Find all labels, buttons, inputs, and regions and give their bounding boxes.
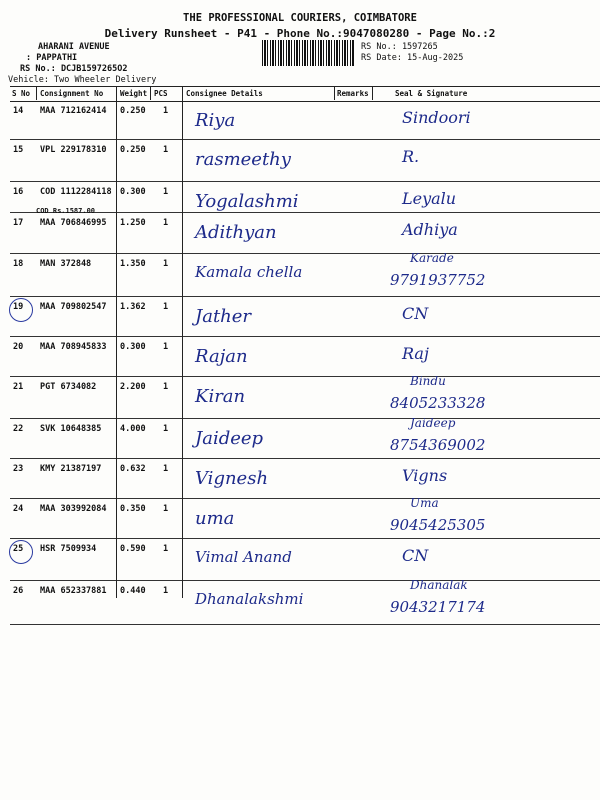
consignee-handwritten: Jaideep	[195, 428, 264, 449]
col-divider	[36, 86, 37, 100]
consignee-handwritten: uma	[195, 508, 235, 529]
rs-number: RS No.: 1597265	[361, 42, 438, 52]
weight-value: 0.440	[120, 586, 146, 596]
rs-date: RS Date: 15-Aug-2025	[361, 53, 464, 63]
consignment-number: MAA 709802547	[40, 302, 107, 312]
weight-value: 0.300	[120, 342, 146, 352]
pieces-count: 1	[163, 145, 169, 155]
signature-handwritten: 8405233328	[390, 394, 486, 412]
serial-number: 26	[13, 586, 24, 596]
consignment-number: MAA 706846995	[40, 218, 107, 228]
pieces-count: 1	[163, 424, 169, 434]
pieces-count: 1	[163, 106, 169, 116]
serial-number: 14	[13, 106, 24, 116]
signature-note: Uma	[410, 496, 439, 510]
weight-value: 0.250	[120, 145, 146, 155]
serial-number: 18	[13, 259, 24, 269]
consignment-number: KMY 21387197	[40, 464, 102, 474]
serial-number: 19	[13, 302, 23, 312]
consignee-handwritten: Dhanalakshmi	[195, 590, 304, 608]
weight-value: 0.250	[120, 106, 146, 116]
signature-handwritten: 8754369002	[390, 436, 486, 454]
signature-note: Karade	[410, 251, 454, 265]
pieces-count: 1	[163, 382, 169, 392]
circle-mark-icon	[9, 298, 33, 322]
rs-code: RS No.: DCJB1597265O2	[20, 64, 128, 74]
consignment-number: VPL 229178310	[40, 145, 107, 155]
table-row	[10, 418, 600, 459]
consignee-handwritten: Vignesh	[195, 468, 269, 489]
serial-number: 25	[13, 544, 23, 554]
signature-handwritten: 9791937752	[390, 271, 486, 289]
consignment-number: MAA 652337881	[40, 586, 107, 596]
col-divider	[116, 86, 117, 598]
serial-number: 23	[13, 464, 24, 474]
weight-value: 0.632	[120, 464, 146, 474]
signature-handwritten: CN	[402, 304, 429, 323]
table-row	[10, 253, 600, 297]
table-row	[10, 580, 600, 625]
signature-handwritten: Vigns	[402, 466, 448, 485]
agent-name: : PAPPATHI	[26, 53, 78, 63]
serial-number: 21	[13, 382, 24, 392]
weight-value: 1.250	[120, 218, 146, 228]
pieces-count: 1	[163, 259, 169, 269]
table-row	[10, 498, 600, 539]
consignment-number: HSR 7509934	[40, 544, 97, 554]
table-row	[10, 212, 600, 254]
consignment-number: MAA 303992084	[40, 504, 107, 514]
serial-number: 17	[13, 218, 24, 228]
signature-handwritten: Raj	[402, 344, 429, 363]
signature-handwritten: 9043217174	[390, 598, 486, 616]
signature-handwritten: Adhiya	[402, 220, 458, 239]
pieces-count: 1	[163, 187, 169, 197]
col-divider	[372, 86, 373, 100]
consignment-number: COD 1112284118	[40, 187, 112, 197]
col-sno: S No	[12, 89, 31, 98]
weight-value: 1.362	[120, 302, 146, 312]
weight-value: 2.200	[120, 382, 146, 392]
signature-handwritten: CN	[402, 546, 429, 565]
table-row	[10, 296, 600, 337]
signature-note: Bindu	[410, 374, 446, 388]
signature-handwritten: Leyalu	[402, 189, 457, 208]
table-row	[10, 336, 600, 377]
table-row	[10, 458, 600, 499]
signature-handwritten: Sindoori	[402, 108, 471, 127]
table-row	[10, 139, 600, 182]
consignee-handwritten: Riya	[195, 110, 236, 131]
consignment-number: MAN 372848	[40, 259, 92, 269]
col-seal: Seal & Signature	[395, 89, 468, 98]
serial-number: 22	[13, 424, 24, 434]
pieces-count: 1	[163, 464, 169, 474]
barcode	[262, 40, 355, 66]
table-row	[10, 376, 600, 419]
table-row	[10, 181, 600, 213]
col-pcs: PCS	[154, 89, 168, 98]
consignee-handwritten: Adithyan	[195, 222, 277, 243]
pieces-count: 1	[163, 504, 169, 514]
cod-amount: COD Rs.1587.00	[36, 207, 96, 215]
consignee-handwritten: Yogalashmi	[195, 191, 299, 212]
serial-number: 16	[13, 187, 24, 197]
company-title: THE PROFESSIONAL COURIERS, COIMBATORE	[183, 12, 417, 24]
signature-handwritten: 9045425305	[390, 516, 486, 534]
pieces-count: 1	[163, 544, 169, 554]
table-row	[10, 100, 600, 140]
weight-value: 4.000	[120, 424, 146, 434]
address-line: AHARANI AVENUE	[38, 42, 110, 52]
pieces-count: 1	[163, 218, 169, 228]
consignment-number: MAA 708945833	[40, 342, 107, 352]
col-divider	[334, 86, 335, 100]
weight-value: 0.590	[120, 544, 146, 554]
consignment-number: MAA 712162414	[40, 106, 107, 116]
col-consignee: Consignee Details	[186, 89, 263, 98]
weight-value: 0.350	[120, 504, 146, 514]
serial-number: 24	[13, 504, 24, 514]
col-consignment: Consignment No	[40, 89, 104, 98]
pieces-count: 1	[163, 302, 169, 312]
pieces-count: 1	[163, 586, 169, 596]
circle-mark-icon	[9, 540, 33, 564]
consignment-number: SVK 10648385	[40, 424, 102, 434]
vehicle-line: Vehicle: Two Wheeler Delivery	[8, 75, 157, 85]
serial-number: 20	[13, 342, 24, 352]
consignee-handwritten: Rajan	[195, 346, 248, 367]
weight-value: 0.300	[120, 187, 146, 197]
runsheet-title: Delivery Runsheet - P41 - Phone No.:9047080280 - Page No.:2	[104, 27, 496, 40]
col-weight: Weight	[120, 89, 148, 98]
consignee-handwritten: Jather	[195, 306, 252, 327]
signature-handwritten: R.	[402, 147, 420, 166]
col-divider	[182, 86, 183, 598]
signature-note: Jaideep	[410, 416, 456, 430]
consignee-handwritten: Kamala chella	[195, 263, 303, 281]
pieces-count: 1	[163, 342, 169, 352]
serial-number: 15	[13, 145, 24, 155]
consignee-handwritten: rasmeethy	[195, 149, 291, 170]
col-remarks: Remarks	[337, 89, 369, 98]
table-row	[10, 538, 600, 581]
col-divider	[150, 86, 151, 100]
signature-note: Dhanalak	[410, 578, 468, 592]
consignee-handwritten: Kiran	[195, 386, 246, 407]
consignment-number: PGT 6734082	[40, 382, 97, 392]
consignee-handwritten: Vimal Anand	[195, 548, 292, 566]
weight-value: 1.350	[120, 259, 146, 269]
